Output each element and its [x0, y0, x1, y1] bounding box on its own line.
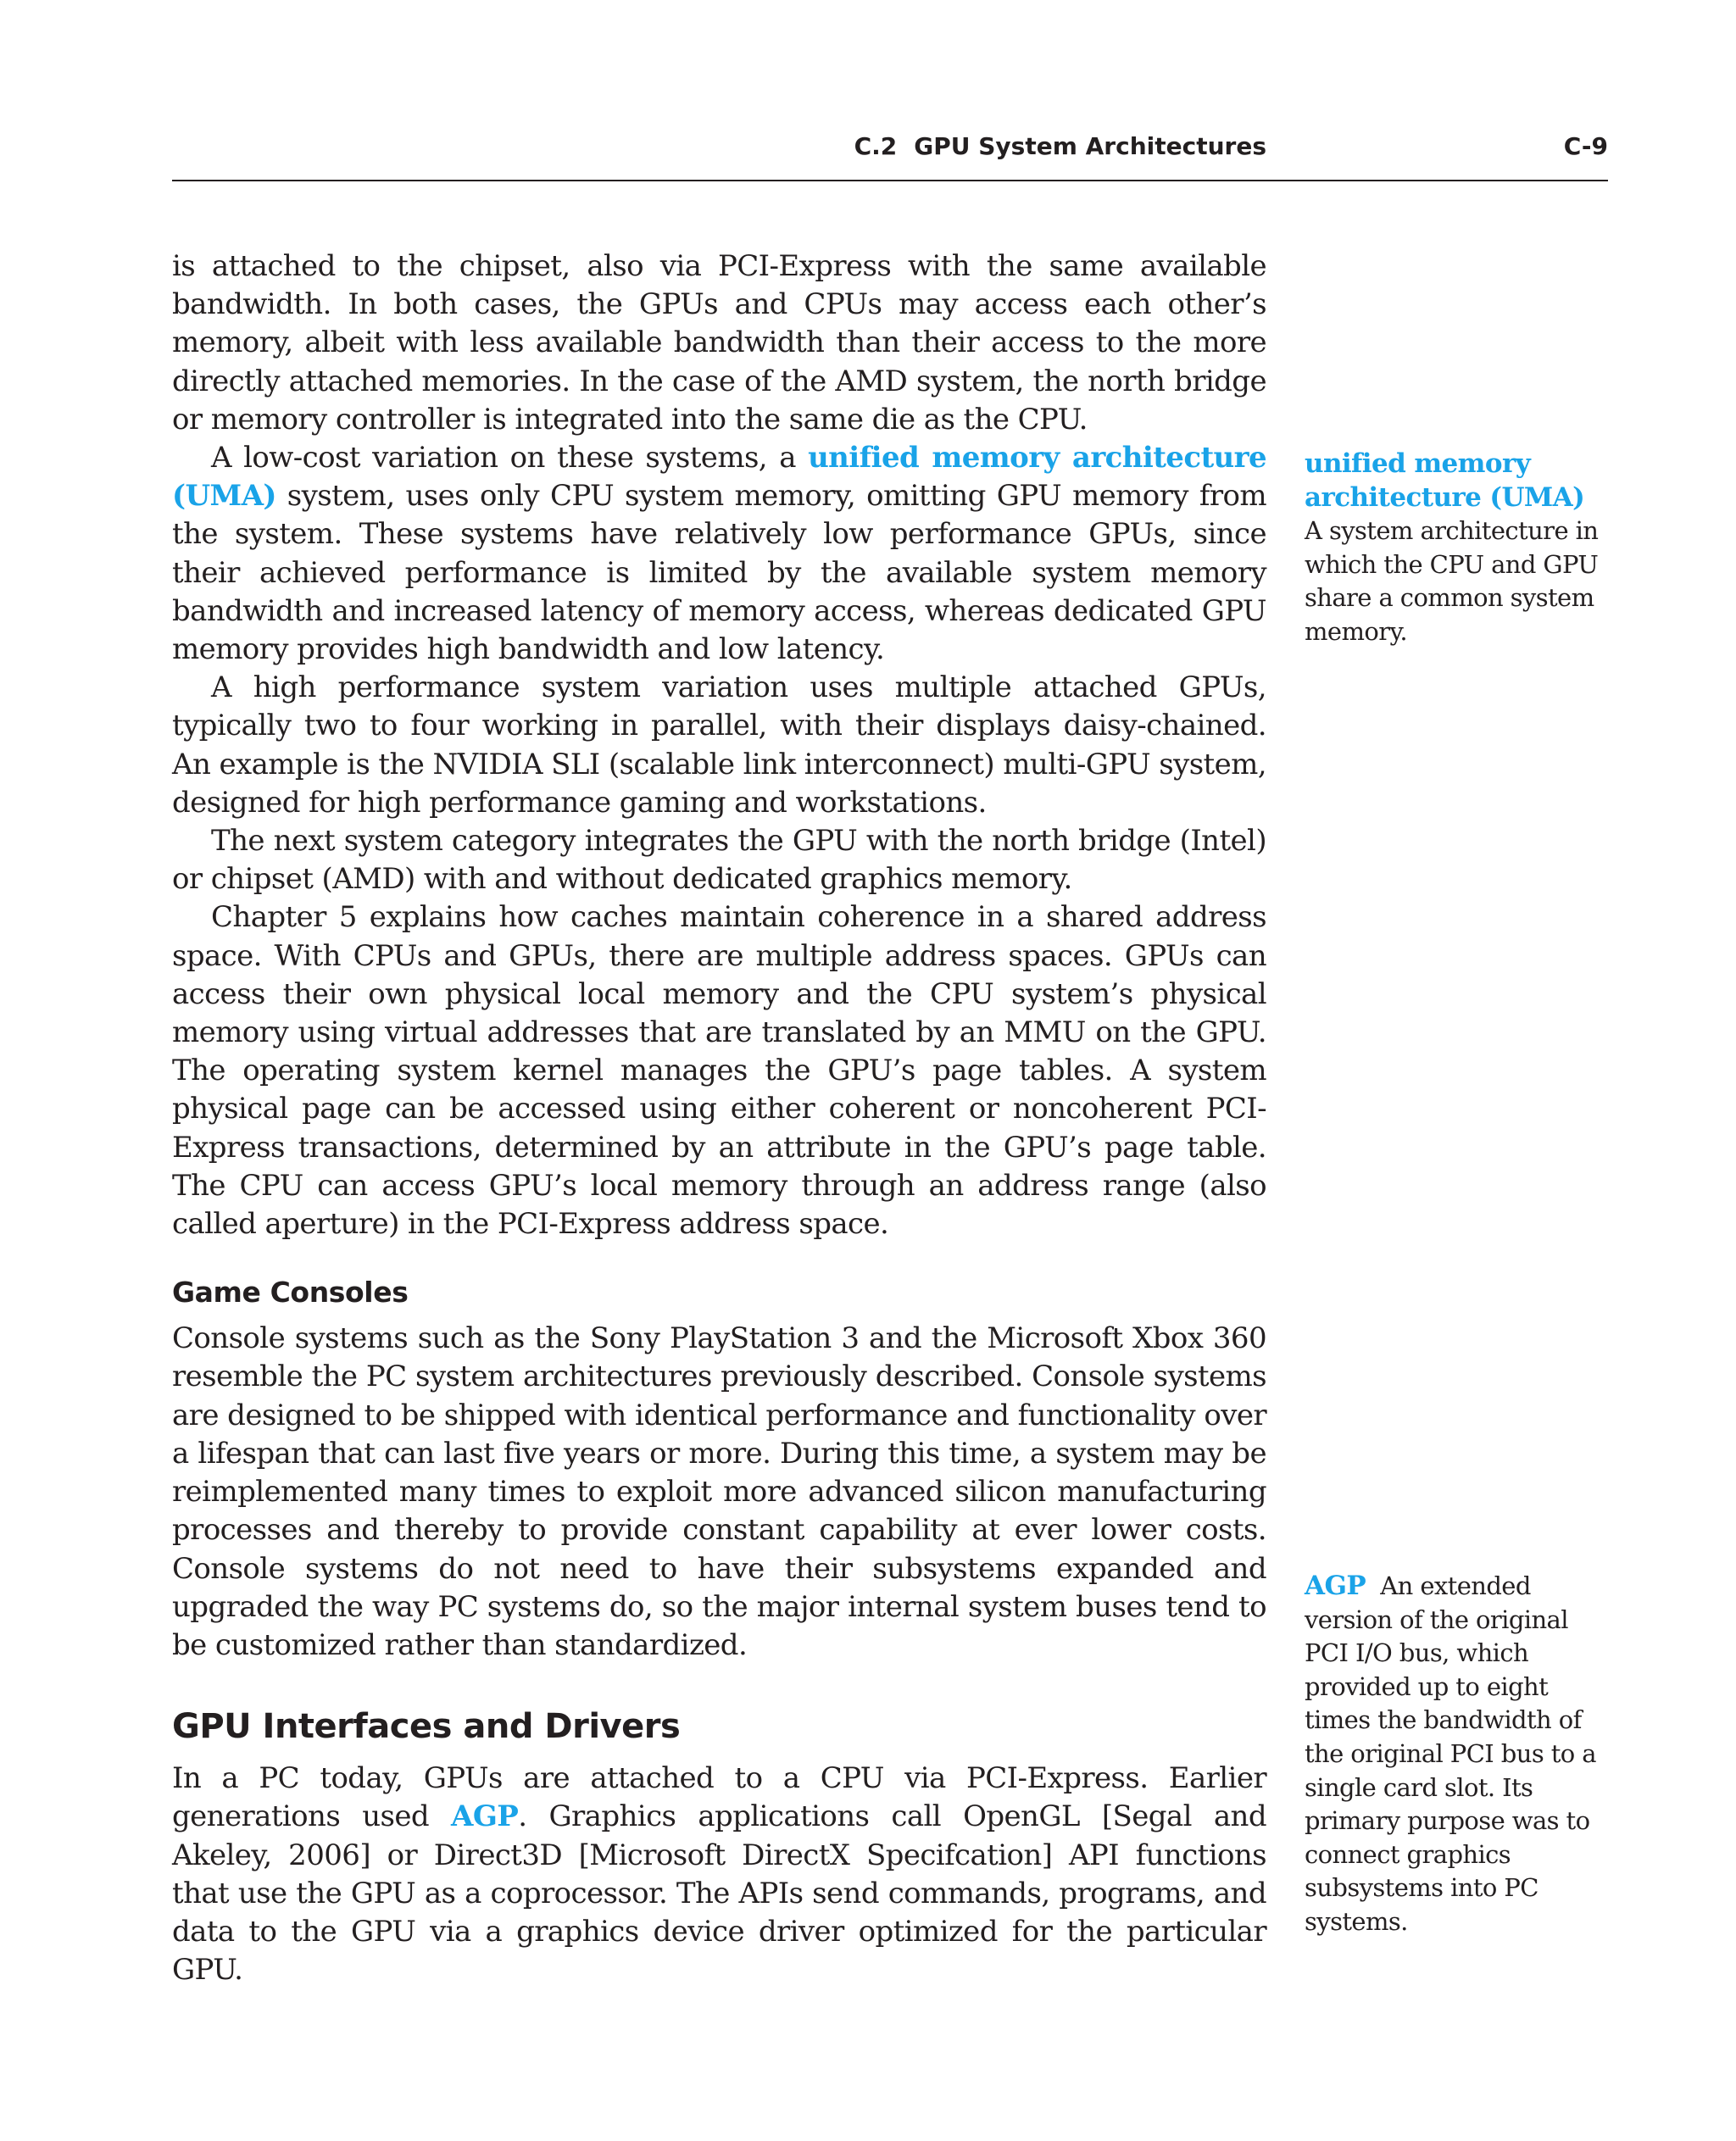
margin-note-agp [1305, 1570, 1610, 1939]
paragraph-1: is attached to the chipset, also via PCI-Express with the same available bandwidth. In both cases, the GPUs and CPUs may access each other’s memory, albeit with less available bandwidth than their access to the more directly attached memories. In the case of the AMD system, the north bridge or memory controller is integrated into the same die as the CPU. [172, 249, 1266, 437]
paragraph-consoles: Console systems such as the Sony PlayStation 3 and the Microsoft Xbox 360 resemble the PC system architectures previously described. Console systems are designed to be shipped with identical performance and functionality over a lifespan that can last five years or more. During this time, a system may be reimplemented many times to exploit more advanced silicon manufacturing processes and thereby to provide constant capability at ever lower costs. Console systems do not need to have their subsystems expanded and upgraded the way PC systems do, so the major internal system buses tend to be customized rather than standardized. [172, 1321, 1266, 1662]
uma-term-highlight: unified memory architecture (UMA) [172, 441, 1267, 514]
agp-term-highlight: AGP [451, 1799, 519, 1834]
margin-note-uma-definition: A system architecture in which the CPU and GPU share a common system memory. [1305, 516, 1599, 646]
main-text [172, 247, 1266, 1989]
margin-note-agp-term: AGP [1305, 1571, 1366, 1601]
page-number: C-9 [1563, 132, 1608, 160]
margin-note-uma-term: unified memory architecture (UMA) [1305, 448, 1585, 513]
section-title: GPU System Architectures [914, 132, 1266, 160]
running-head [172, 132, 1608, 181]
margin-note-agp-definition: An extended version of the original PCI I/O bus, which provided up to eight times the bandwidth of the original PCI bus to a single card slot. Its primary purpose was to connect graphics subsystems into PC systems. [1305, 1571, 1596, 1936]
section-number: C.2 [854, 132, 898, 160]
paragraph-multi-gpu: A high performance system variation uses multiple attached GPUs, typically two to four working in parallel, with their displays daisy-chained. An example is the NVIDIA SLI (scalable link interconnect) multi-GPU system, designed for high performance gaming and workstations. [172, 670, 1266, 820]
paragraph-uma-before: A low-cost variation on these systems, a [211, 441, 809, 475]
paragraph-interfaces [172, 1760, 1266, 1989]
paragraph-uma [172, 439, 1266, 669]
paragraph-interfaces-after: . Graphics applications call OpenGL [Segal and Akeley, 2006] or Direct3D [Microsoft DirectX Specifcation] API functions that use the GPU as a coprocessor. The APIs send commands, programs, and data to the GPU via a graphics device driver optimized for the particular GPU. [172, 1799, 1267, 1988]
running-head-section [854, 132, 1266, 160]
game-consoles-heading: Game Consoles [172, 1276, 409, 1310]
paragraph-uma-after: system, uses only CPU system memory, omitting GPU memory from the system. These systems have relatively low performance GPUs, since their achieved performance is limited by the available system memory bandwidth and increased latency of memory access, whereas dedicated GPU memory provides high bandwidth and low latency. [172, 479, 1266, 667]
paragraph-address-spaces: Chapter 5 explains how caches maintain coherence in a shared address space. With CPUs and GPUs, there are multiple address spaces. GPUs can access their own physical local memory and the CPU system’s physical memory using virtual addresses that are translated by an MMU on the GPU. The operating system kernel manages the GPU’s page tables. A system physical page can be accessed using either coherent or noncoherent PCI-Express transactions, determined by an attribute in the GPU’s page table. The CPU can access GPU’s local memory through an address range (also called aperture) in the PCI-Express address space. [172, 900, 1266, 1242]
paragraph-interfaces-before: In a PC today, GPUs are attached to a CPU via PCI-Express. Earlier generations used [172, 1761, 1266, 1834]
margin-note-uma [1305, 448, 1610, 649]
gpu-interfaces-heading: GPU Interfaces and Drivers [172, 1707, 681, 1747]
paragraph-integrated: The next system category integrates the GPU with the north bridge (Intel) or chipset (AMD) with and without dedicated graphics memory. [172, 824, 1266, 897]
